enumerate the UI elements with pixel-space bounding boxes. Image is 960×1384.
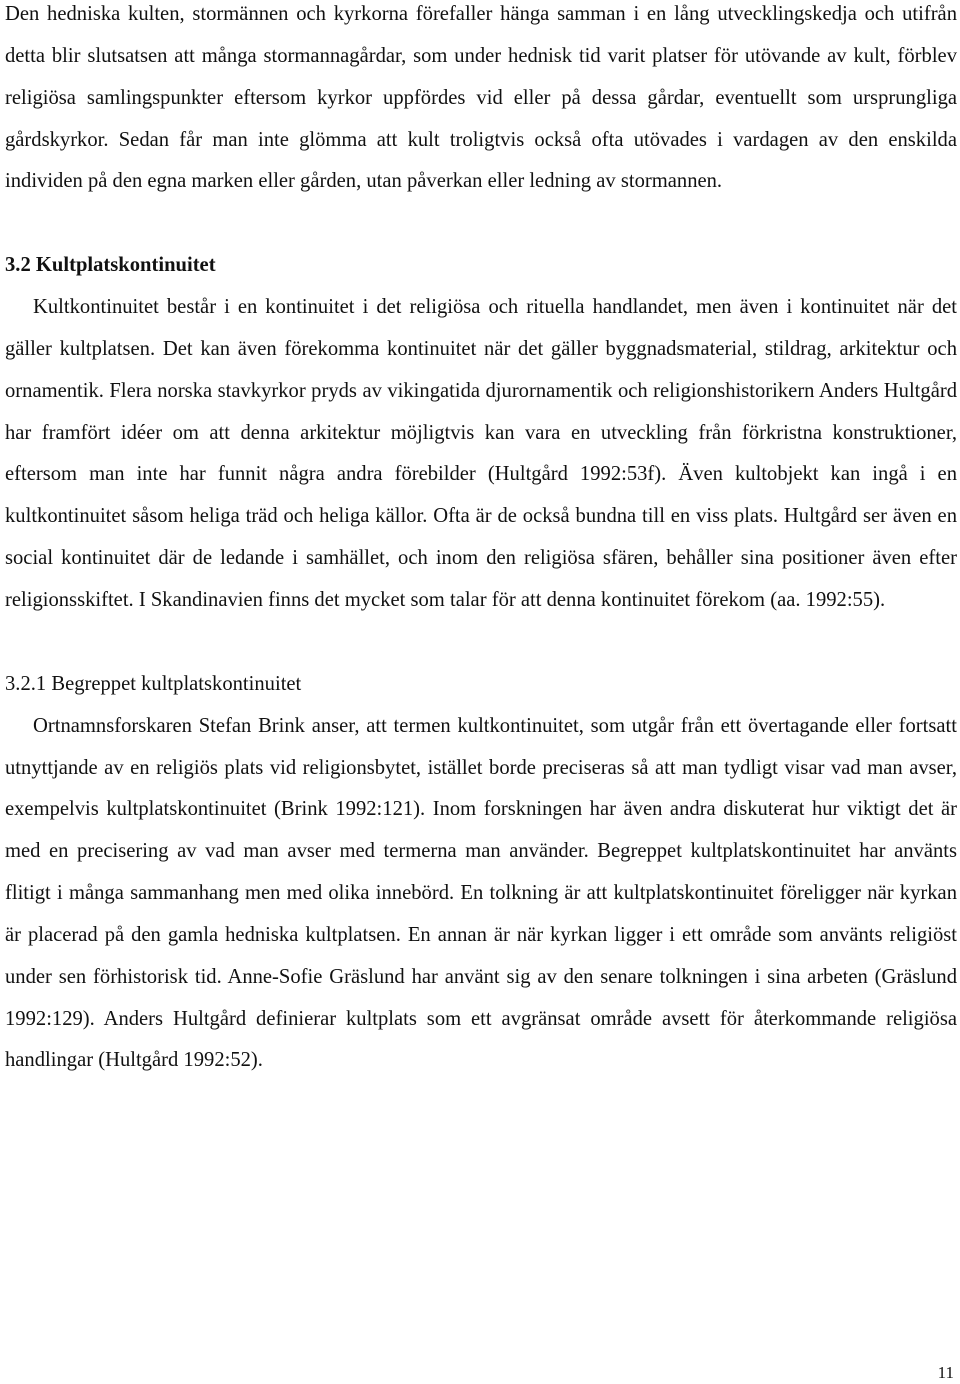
subsection-heading: 3.2.1 Begreppet kultplatskontinuitet (5, 672, 302, 695)
paragraph-2: Kultkontinuitet består i en kontinuitet i det religiösa och rituella handlandet, men även i kontinuitet när det gäller kultplatsen. Det kan även förekomma kontinuitet när det gäller byggnadsmaterial, stildrag, arkitektur och ornamentik. Flera norska stavkyrkor pryds av vikingatida djurornamentik och religionshistorikern Anders Hultgård har framfört idéer om att denna arkitektur möjligtvis kan vara en utveckling från förkristna konstruktioner, eftersom man inte har funnit några andra förebilder (Hultgård 1992:53f). Även kultobjekt kan ingå i en kultkontinuitet såsom heliga träd och heliga källor. Ofta är de också bundna till en viss plats. Hultgård ser även en social kontinuitet där de ledande i samhället, och inom den religiösa sfären, behåller sina positioner även efter religionsskiftet. I Skandinavien finns det mycket som talar för att denna kontinuitet förekom (aa. 1992:55). (5, 296, 957, 611)
document-page (5, 0, 957, 1082)
page-number: 11 (937, 1363, 954, 1382)
spacer (5, 203, 957, 245)
section-heading: 3.2 Kultplatskontinuitet (5, 254, 216, 277)
paragraph-3: Ortnamnsforskaren Stefan Brink anser, att termen kultkontinuitet, som utgår från ett övertagande eller fortsatt utnyttjande av en religiös plats vid religionsbytet, istället borde preciseras så att man tydligt visar vad man avser, exempelvis kultplatskontinuitet (Brink 1992:121). Inom forskningen har även andra diskuterat hur viktigt det är med en precisering av vad man avser med termerna man använder. Begreppet kultplatskontinuitet har använts flitigt i många sammanhang men med olika innebörd. En tolkning är att kultplatskontinuitet föreligger när kyrkan är placerad på den gamla hedniska kultplatsen. En annan är när kyrkan ligger i ett område som använts religiöst under sen förhistorisk tid. Anne-Sofie Gräslund har använt sig av den senare tolkningen i sina arbeten (Gräslund 1992:129). Anders Hultgård definierar kultplats som ett avgränsat område avsett för återkommande religiösa handlingar (Hultgård 1992:52). (5, 714, 957, 1072)
spacer (5, 622, 957, 664)
paragraph-1: Den hedniska kulten, stormännen och kyrkorna förefaller hänga samman i en lång utvecklingskedja och utifrån detta blir slutsatsen att många stormannagårdar, som under hednisk tid varit platser för utövande av kult, förblev religiösa samlingspunkter eftersom kyrkor uppfördes vid eller på dessa gårdar, eventuellt som ursprungliga gårdskyrkor. Sedan får man inte glömma att kult troligtvis också ofta utövades i vardagen av den enskilda individen på den egna marken eller gården, utan påverkan eller ledning av stormannen. (5, 3, 957, 193)
